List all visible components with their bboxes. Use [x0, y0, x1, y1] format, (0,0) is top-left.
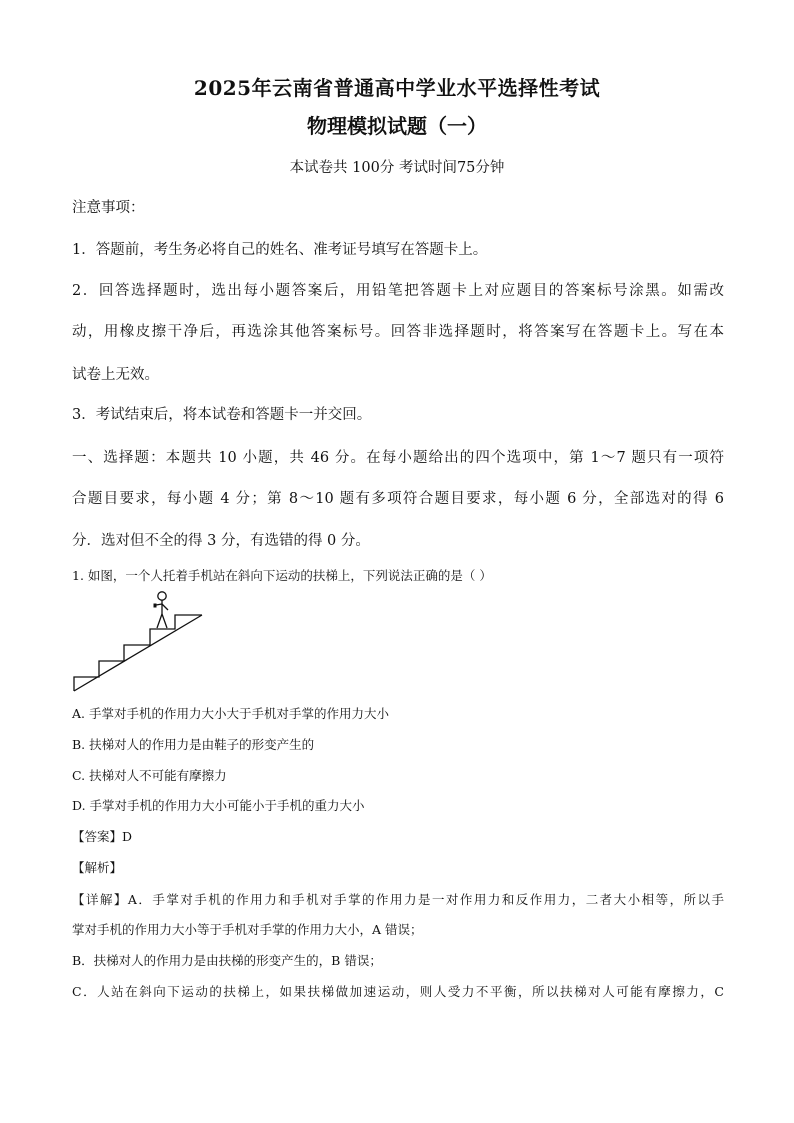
person-leg-left [157, 614, 162, 628]
note-item-1: 1．答题前，考生务必将自己的姓名、准考证号填写在答题卡上。 [72, 242, 488, 258]
exam-subtitle: 物理模拟试题（一） [307, 114, 487, 138]
note-item-3: 3．考试结束后，将本试卷和答题卡一并交回。 [72, 407, 372, 423]
question-1-detail-line-1: 【详解】A．手掌对手机的作用力和手机对手掌的作用力是一对作用力和反作用力，二者大小相等，所以手 [72, 892, 724, 907]
question-1-answer: 【答案】D [72, 829, 133, 844]
question-1-option-a: A. 手掌对手机的作用力大小大于手机对手掌的作用力大小 [72, 706, 389, 721]
note-item-2-line-3: 试卷上无效。 [72, 367, 159, 383]
escalator-figure [72, 590, 208, 694]
person-leg-right [162, 614, 167, 628]
note-item-2-line-2: 动，用橡皮擦干净后，再选涂其他答案标号。回答非选择题时，将答案写在答题卡上。写在本 [72, 324, 724, 340]
person-arm-right [162, 604, 168, 610]
section1-line-2: 合题目要求，每小题 4 分；第 8～10 题有多项符合题目要求，每小题 6 分，全部选对的得 6 [72, 491, 724, 507]
escalator-slope [74, 615, 202, 691]
question-1-analysis-label: 【解析】 [72, 860, 123, 875]
question-1-option-b: B. 扶梯对人的作用力是由鞋子的形变产生的 [72, 737, 315, 752]
question-1-option-d: D. 手掌对手机的作用力大小可能小于手机的重力大小 [72, 798, 365, 813]
section1-line-3: 分．选对但不全的得 3 分，有选错的得 0 分。 [72, 533, 370, 549]
question-1-stem: 1. 如图，一个人托着手机站在斜向下运动的扶梯上，下列说法正确的是（ ） [72, 568, 492, 583]
section1-line-1: 一、选择题：本题共 10 小题，共 46 分。在每小题给出的四个选项中，第 1～7 题只有一项符 [72, 450, 724, 466]
question-1-detail-line-2: 掌对手机的作用力大小等于手机对手掌的作用力大小，A 错误； [72, 922, 423, 937]
person-arm-left [156, 604, 162, 605]
question-1-detail-line-3: B．扶梯对人的作用力是由扶梯的形变产生的，B 错误； [72, 953, 382, 968]
exam-meta: 本试卷共 100分 考试时间75分钟 [289, 160, 505, 176]
phone-icon [154, 604, 157, 608]
note-item-2-line-1: 2．回答选择题时，选出每小题答案后，用铅笔把答题卡上对应题目的答案标号涂黑。如需改 [72, 283, 724, 299]
exam-title: 2025年云南省普通高中学业水平选择性考试 [193, 76, 601, 100]
escalator-drawing [74, 592, 202, 691]
question-1-detail-line-4: C．人站在斜向下运动的扶梯上，如果扶梯做加速运动，则人受力不平衡，所以扶梯对人可能有摩擦力，C [72, 984, 724, 999]
notes-heading: 注意事项： [72, 200, 145, 216]
question-1-option-c: C. 扶梯对人不可能有摩擦力 [72, 768, 227, 783]
person-head [158, 592, 166, 600]
